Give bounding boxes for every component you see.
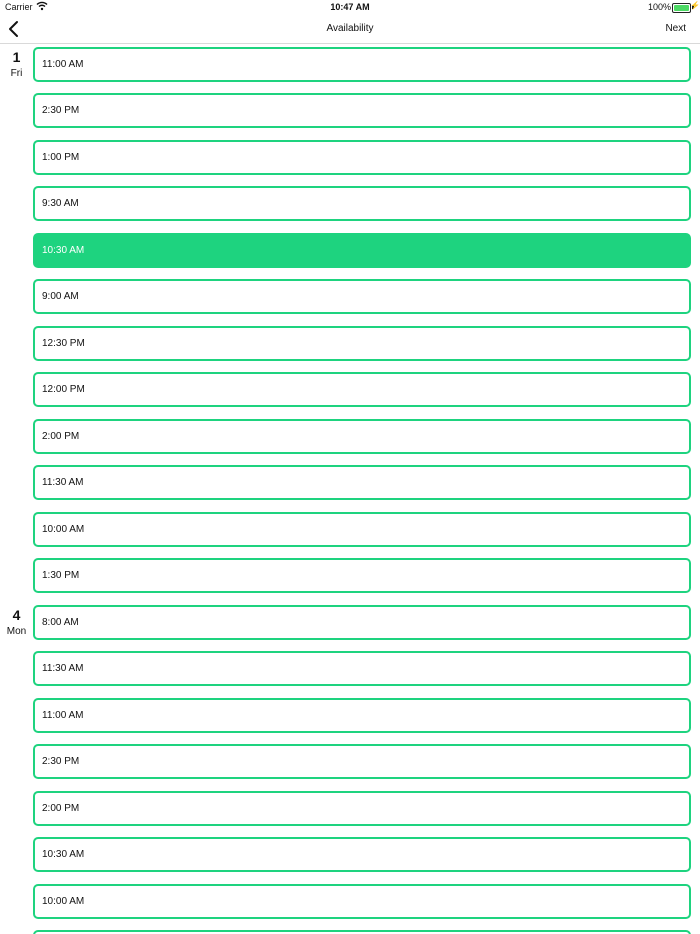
- time-slot-selected[interactable]: 10:30 AM: [33, 233, 691, 268]
- carrier-label: Carrier: [5, 2, 33, 12]
- time-slot[interactable]: 2:30 PM: [33, 93, 691, 128]
- day-weekday: Fri: [10, 68, 23, 79]
- time-slot[interactable]: 1:30 PM: [33, 558, 691, 593]
- time-slot[interactable]: 2:30 PM: [33, 744, 691, 779]
- battery-percentage: 100%: [647, 2, 671, 12]
- time-slot[interactable]: 9:00 AM: [33, 279, 691, 314]
- next-button[interactable]: Next: [665, 23, 686, 34]
- time-slot[interactable]: 1:00 PM: [33, 140, 691, 175]
- time-slot[interactable]: 9:30 AM: [33, 186, 691, 221]
- clock: 10:47 AM: [330, 2, 370, 12]
- time-slot[interactable]: [33, 930, 691, 934]
- time-slot[interactable]: 11:00 AM: [33, 698, 691, 733]
- time-slot[interactable]: 2:00 PM: [33, 419, 691, 454]
- time-slot[interactable]: 12:00 PM: [33, 372, 691, 407]
- day-number: 1: [12, 49, 21, 65]
- time-slot[interactable]: 8:00 AM: [33, 605, 691, 640]
- availability-list[interactable]: [0, 44, 700, 934]
- battery-icon: [672, 3, 691, 13]
- time-slot[interactable]: 12:30 PM: [33, 326, 691, 361]
- time-slot[interactable]: 10:30 AM: [33, 837, 691, 872]
- page-title: Availability: [326, 23, 374, 34]
- day-weekday: Mon: [6, 626, 27, 637]
- time-slot[interactable]: 11:30 AM: [33, 651, 691, 686]
- day-header: [0, 49, 33, 79]
- navigation-bar: [0, 14, 700, 44]
- time-slot[interactable]: 11:30 AM: [33, 465, 691, 500]
- day-header: [0, 607, 33, 637]
- time-slot[interactable]: 11:00 AM: [33, 47, 691, 82]
- time-slot[interactable]: 10:00 AM: [33, 512, 691, 547]
- day-number: 4: [12, 607, 21, 623]
- charging-icon: ⚡: [690, 1, 700, 10]
- status-bar: [0, 0, 700, 14]
- time-slot[interactable]: 10:00 AM: [33, 884, 691, 919]
- time-slot[interactable]: 2:00 PM: [33, 791, 691, 826]
